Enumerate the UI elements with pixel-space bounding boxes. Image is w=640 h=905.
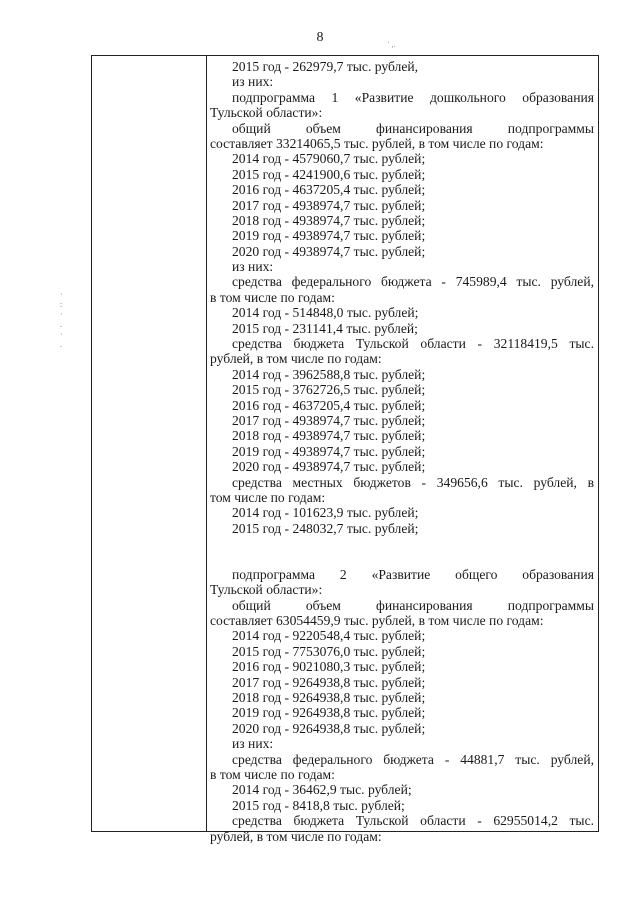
page-number: 8 xyxy=(316,30,324,45)
margin-scan-marks: · : · . · . xyxy=(60,290,63,349)
text-line: составляет 63054459,9 тыс. рублей, в том числе по годам: xyxy=(210,613,544,629)
text-line: из них: xyxy=(232,736,274,752)
text-line: 2015 год - 248032,7 тыс. рублей; xyxy=(232,520,419,536)
text-line: средства бюджета Тульской области - 32118419,5 тыс. xyxy=(232,336,594,352)
text-line: 2019 год - 4938974,7 тыс. рублей; xyxy=(232,443,426,459)
text-line: 2014 год - 4579060,7 тыс. рублей; xyxy=(232,151,426,167)
text-line: 2015 год - 262979,7 тыс. рублей, xyxy=(232,59,419,74)
text-line: 2015 год - 7753076,0 тыс. рублей; xyxy=(232,643,426,659)
text-line: том числе по годам: xyxy=(210,489,326,505)
text-line: составляет 33214065,5 тыс. рублей, в том числе по годам: xyxy=(210,135,544,151)
document-table xyxy=(91,55,599,844)
text-line: 2015 год - 3762726,5 тыс. рублей; xyxy=(232,382,426,398)
text-line: средства федерального бюджета - 44881,7 тыс. рублей, xyxy=(232,751,594,767)
text-line: 2017 год - 4938974,7 тыс. рублей; xyxy=(232,412,426,428)
text-line: 2020 год - 9264938,8 тыс. рублей; xyxy=(232,720,426,736)
text-line: в том числе по годам: xyxy=(210,766,335,782)
text-line: 2016 год - 9021080,3 тыс. рублей; xyxy=(232,659,426,675)
text-line: 2018 год - 4938974,7 тыс. рублей; xyxy=(232,212,426,228)
blank-line xyxy=(210,536,594,551)
text-line: в том числе по годам: xyxy=(210,289,335,305)
text-line: из них: xyxy=(232,259,274,275)
text-line: 2015 год - 231141,4 тыс. рублей; xyxy=(232,320,418,336)
text-line: 2020 год - 4938974,7 тыс. рублей; xyxy=(232,243,426,259)
text-line: 2019 год - 4938974,7 тыс. рублей; xyxy=(232,228,426,244)
scan-artifact: ' ,. xyxy=(388,40,396,49)
text-line: подпрограмма 1 «Развитие дошкольного образования xyxy=(232,89,594,105)
text-line: 2018 год - 9264938,8 тыс. рублей; xyxy=(232,690,426,706)
text-line: Тульской области»: xyxy=(210,582,323,598)
blank-line xyxy=(210,552,594,567)
table-content-cell xyxy=(210,59,594,844)
text-line: 2016 год - 4637205,4 тыс. рублей; xyxy=(232,182,426,198)
text-line: 2019 год - 9264938,8 тыс. рублей; xyxy=(232,705,426,721)
text-line: общий объем финансирования подпрограммы xyxy=(232,120,594,136)
text-line: 2014 год - 514848,0 тыс. рублей; xyxy=(232,305,419,321)
text-line: 2015 год - 4241900,6 тыс. рублей; xyxy=(232,166,426,182)
text-line: общий объем финансирования подпрограммы xyxy=(232,597,594,613)
text-line: 2015 год - 8418,8 тыс. рублей; xyxy=(232,797,405,813)
text-line: 2016 год - 4637205,4 тыс. рублей; xyxy=(232,397,426,413)
text-line: 2017 год - 9264938,8 тыс. рублей; xyxy=(232,674,426,690)
text-line: 2014 год - 101623,9 тыс. рублей; xyxy=(232,505,419,521)
text-line: 2020 год - 4938974,7 тыс. рублей; xyxy=(232,459,426,475)
text-line: 2014 год - 3962588,8 тыс. рублей; xyxy=(232,366,426,382)
text-line: средства местных бюджетов - 349656,6 тыс. рублей, в xyxy=(232,474,594,490)
text-line: средства бюджета Тульской области - 62955014,2 тыс. xyxy=(232,813,594,829)
text-line: Тульской области»: xyxy=(210,105,323,121)
text-line: подпрограмма 2 «Развитие общего образования xyxy=(232,566,594,582)
text-line: рублей, в том числе по годам: xyxy=(210,828,382,844)
text-line: рублей, в том числе по годам: xyxy=(210,351,382,367)
text-line: 2014 год - 9220548,4 тыс. рублей; xyxy=(232,628,426,644)
text-line: 2017 год - 4938974,7 тыс. рублей; xyxy=(232,197,426,213)
text-line: из них: xyxy=(232,74,274,90)
text-line: средства федерального бюджета - 745989,4 тыс. рублей, xyxy=(232,274,594,290)
text-line: 2018 год - 4938974,7 тыс. рублей; xyxy=(232,428,426,444)
column-divider xyxy=(206,56,207,831)
text-line: 2014 год - 36462,9 тыс. рублей; xyxy=(232,782,412,798)
